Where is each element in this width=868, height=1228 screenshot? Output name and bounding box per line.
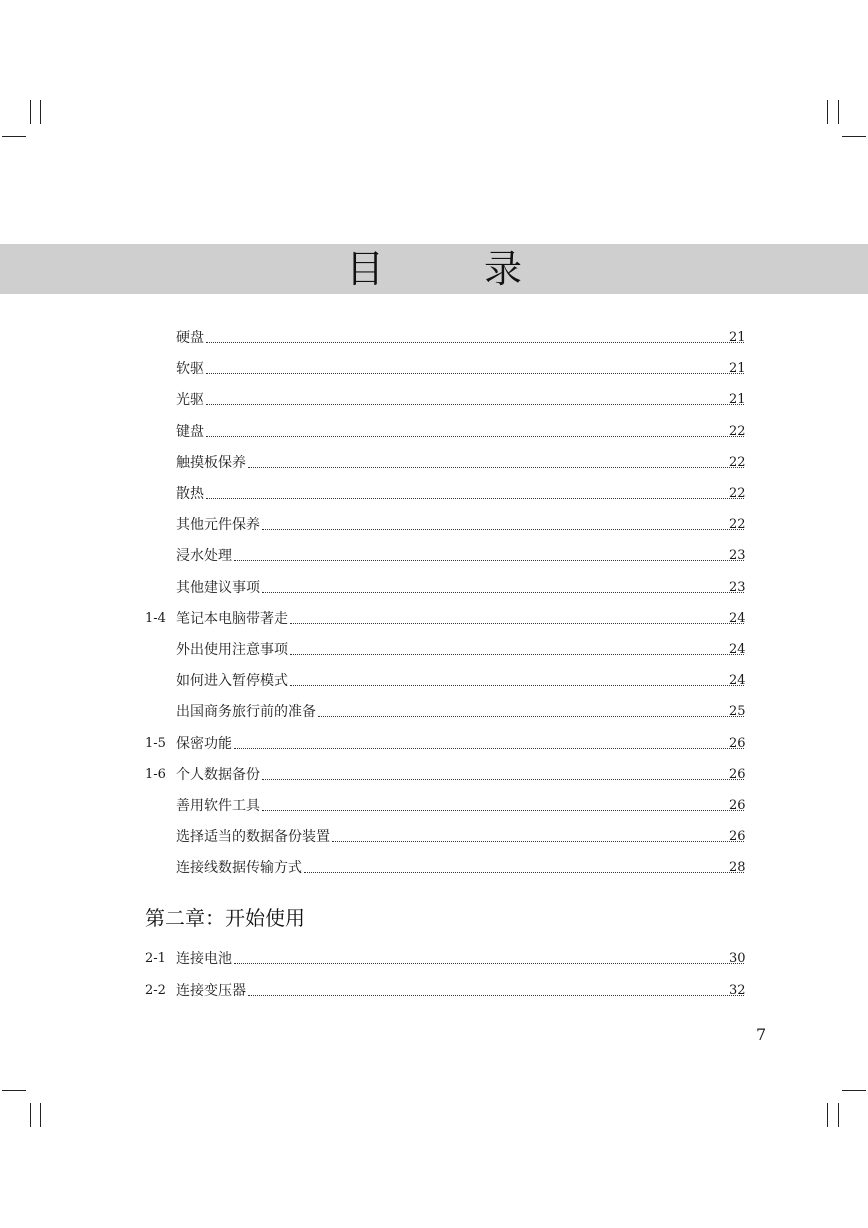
toc-entry-page: 26: [729, 766, 746, 782]
toc-entry-label: 软驱: [176, 361, 204, 378]
dot-leader: [234, 559, 744, 561]
dot-leader: [206, 497, 744, 499]
toc-entry-label: 个人数据备份: [176, 766, 260, 783]
toc-entry: [0, 359, 868, 379]
toc-entry: [0, 578, 868, 598]
toc-entry-page: 26: [729, 798, 746, 813]
toc-entry-page: 22: [729, 454, 746, 470]
toc-entry-number: 1-6: [145, 766, 166, 782]
toc-entry-label: 其他建议事项: [176, 579, 260, 596]
page-number: 7: [756, 1025, 767, 1044]
toc-entry-label: 出国商务旅行前的准备: [176, 704, 316, 721]
toc-entry: [0, 422, 868, 442]
toc-entry-label: 硬盘: [176, 330, 204, 346]
toc-entry-page: 24: [729, 642, 746, 657]
toc-entry-page: 24: [729, 673, 746, 689]
toc-entry-label: 保密功能: [176, 735, 232, 752]
toc-entry-label: 选择适当的数据备份装置: [176, 829, 330, 846]
toc-entry: [0, 453, 868, 473]
page-title: 目 录: [345, 247, 567, 291]
chapter-heading: 第二章：开始使用: [145, 906, 305, 930]
toc-entry-label: 光驱: [176, 392, 204, 409]
toc-entry-page: 21: [729, 392, 746, 408]
dot-leader: [248, 994, 744, 996]
dot-leader: [234, 962, 744, 964]
toc-entry-page: 32: [729, 982, 746, 998]
toc-entry-page: 23: [729, 548, 746, 564]
toc-entry-page: 30: [729, 951, 746, 966]
toc-entry: [0, 949, 868, 969]
toc-entry: [0, 765, 868, 785]
toc-entry: [0, 328, 868, 348]
toc-entry: [0, 671, 868, 691]
dot-leader: [262, 591, 744, 593]
dot-leader: [262, 528, 744, 530]
toc-entry-number: 1-4: [145, 610, 166, 626]
toc-entry-page: 26: [729, 829, 746, 845]
toc-entry: [0, 515, 868, 535]
toc-entry-label: 连接电池: [176, 951, 232, 967]
toc-entry: [0, 981, 868, 1001]
toc-entry-number: 1-5: [145, 735, 166, 751]
toc-entry: [0, 609, 868, 629]
dot-leader: [290, 622, 744, 624]
dot-leader: [248, 466, 744, 468]
toc-entry-number: 2-1: [145, 951, 166, 966]
toc-entry: [0, 734, 868, 754]
toc-entry-page: 23: [729, 579, 746, 595]
toc-entry: [0, 702, 868, 722]
toc-entry-label: 连接线数据传输方式: [176, 860, 302, 877]
toc-entry-page: 25: [729, 704, 746, 720]
dot-leader: [206, 435, 744, 437]
toc-entry-label: 善用软件工具: [176, 798, 260, 814]
title-band: [0, 244, 868, 294]
toc-entry-label: 外出使用注意事项: [176, 642, 288, 658]
toc-entry-page: 22: [729, 517, 746, 533]
toc-entry-page: 24: [729, 610, 746, 626]
toc-entry-page: 22: [729, 423, 746, 439]
dot-leader: [332, 840, 744, 842]
toc-entry-label: 键盘: [176, 423, 204, 440]
toc-entry-label: 散热: [176, 486, 204, 502]
toc-entry-label: 笔记本电脑带著走: [176, 610, 288, 627]
dot-leader: [234, 747, 744, 749]
toc-entry: [0, 390, 868, 410]
toc-entry-label: 触摸板保养: [176, 454, 246, 471]
toc-entry: [0, 827, 868, 847]
toc-entry-page: 21: [729, 361, 746, 377]
toc-entry-page: 28: [729, 860, 746, 876]
dot-leader: [290, 653, 744, 655]
toc-entry: [0, 796, 868, 816]
toc-entry-page: 22: [729, 486, 746, 501]
dot-leader: [206, 403, 744, 405]
dot-leader: [206, 341, 744, 343]
toc-entry-label: 其他元件保养: [176, 517, 260, 534]
dot-leader: [318, 715, 744, 717]
toc-entry-page: 26: [729, 735, 746, 751]
toc-entry-label: 连接变压器: [176, 982, 246, 999]
dot-leader: [262, 809, 744, 811]
toc-entry-number: 2-2: [145, 982, 166, 998]
dot-leader: [262, 778, 744, 780]
toc-entry: [0, 546, 868, 566]
toc-entry-label: 如何进入暂停模式: [176, 673, 288, 690]
dot-leader: [290, 684, 744, 686]
toc-entry: [0, 484, 868, 504]
toc-entry: [0, 640, 868, 660]
toc-entry: [0, 858, 868, 878]
dot-leader: [206, 372, 744, 374]
toc-entry-page: 21: [729, 330, 746, 345]
dot-leader: [304, 871, 744, 873]
toc-entry-label: 浸水处理: [176, 548, 232, 565]
